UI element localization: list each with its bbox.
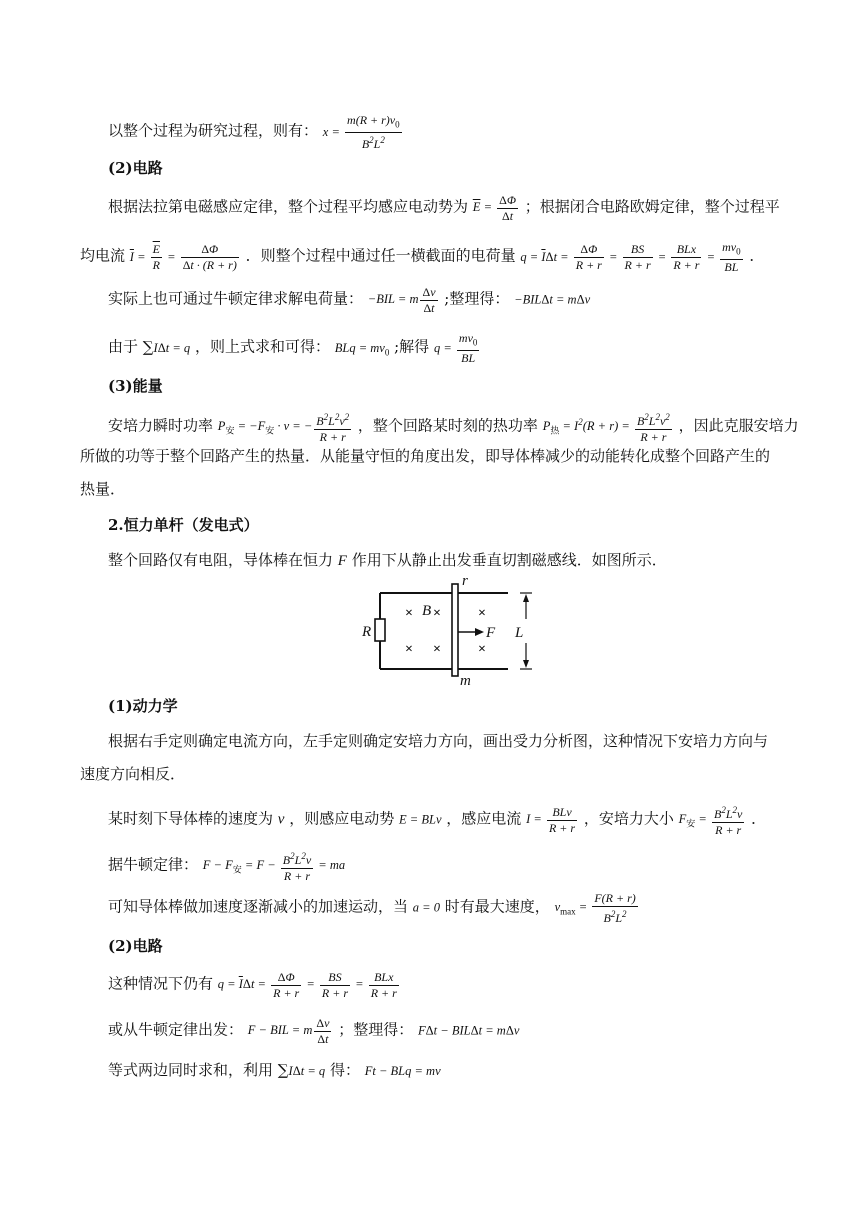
paragraph-total-process: [108, 113, 404, 152]
text: ；整理得：: [338, 1020, 414, 1039]
text: 安培力瞬时功率: [108, 416, 214, 435]
circuit-diagram: [358, 575, 548, 690]
formula-a-zero: a = 0: [412, 900, 440, 915]
paragraph-newton-2: [108, 1016, 519, 1047]
variable-F: F: [337, 553, 347, 569]
conductor-rod: [452, 584, 458, 676]
heading-circuit: (2)电路: [108, 159, 163, 177]
heading-constant-force: 2.恒力单杆（发电式）: [108, 516, 259, 534]
text: 时有最大速度，: [444, 897, 550, 916]
paragraph-max-speed: [108, 891, 640, 926]
text: ．: [751, 809, 767, 828]
paragraph-avg-current: [80, 240, 764, 275]
formula-newton: −BIL = m $\frac{\Delta v}{\Delta t}$: [367, 285, 436, 315]
variable-v: v: [277, 811, 285, 828]
label-F: F: [486, 625, 496, 641]
formula-avg-current: $\overline{I}$ = $\frac{\overline{E}}{R}$ = $\frac{\Delta\Phi}{\Delta t \cdot (R + r)}$: [129, 242, 237, 273]
text: 等式两边同时求和，利用: [108, 1061, 274, 1079]
heading-energy: (3)能量: [108, 377, 163, 395]
formula-heat-power: $P_热 = I^2(R + r)$ = $\frac{B^2L^2v^2}{R + r}$: [542, 412, 670, 444]
heading-circuit-2: (2)电路: [108, 937, 163, 955]
heading-dynamics: (1)动力学: [108, 697, 178, 715]
resistor-R: [375, 619, 385, 641]
formula-ampere-force: $F_安$ = $\frac{B^2L^2v}{R + r}$: [678, 805, 743, 837]
text: ；根据闭合电路欧姆定律，整个过程平: [524, 197, 780, 216]
cross-mark: ×: [478, 606, 486, 621]
label-m: m: [460, 673, 471, 689]
text: 据牛顿定律：: [108, 855, 199, 874]
force-arrow: [475, 628, 484, 636]
paragraph-newton: [108, 849, 345, 884]
formula-rearranged-2: FΔt − BILΔt = mΔv: [417, 1023, 520, 1038]
text: 整个回路仅有电阻，导体棒在恒力: [108, 551, 334, 569]
formula-current: I = $\frac{\text{BLv}}{R + r}$: [526, 805, 576, 835]
text: 均电流: [80, 246, 126, 265]
paragraph-velocity: [108, 803, 766, 838]
text: 由于: [108, 337, 139, 356]
text: ．: [749, 246, 765, 265]
label-r: r: [462, 575, 468, 589]
text: 某时刻下导体棒的速度为: [108, 809, 274, 828]
paragraph-faraday: [108, 193, 780, 224]
text: 可知导体棒做加速度逐渐减小的加速运动，当: [108, 897, 409, 916]
formula-newton-second: $F - F_安 = F$ − $\frac{B^2L^2v}{R + r}$ = ma: [202, 851, 346, 883]
text: 以整个过程为研究过程，则有：: [108, 121, 319, 140]
cross-mark: ×: [405, 606, 413, 621]
paragraph-rules-cont: 速度方向相反．: [80, 765, 186, 783]
paragraph-power: [108, 410, 799, 445]
formula-q: q = $\frac{mv_0}{BL}$: [433, 331, 478, 366]
formula-ampere-power: $P_安 = -F_安 \cdot v$ = − $\frac{B^2L^2v^2}{R + r}$: [217, 412, 350, 444]
formula-newton-2: F − BIL = m $\frac{\Delta v}{\Delta t}$: [247, 1016, 330, 1046]
paragraph-rules: 根据右手定则确定电流方向，左手定则确定安培力方向，画出受力分析图，这种情况下安培力方向与: [108, 732, 769, 750]
formula-vmax: $v_{max}$ = $\frac{F(R + r)}{B^2L^2}$: [554, 891, 636, 925]
paragraph-charge-again: [108, 970, 401, 1001]
formula-charge: $q = \overline{I}\Delta t$ = $\frac{\Delta\Phi}{R + r}$ = $\frac{BS}{R + r}$ = $\frac{\text{BLx}}{R + r}$ = $\frac{mv_0}{BL}$: [520, 240, 741, 275]
formula-emf: E = BLv: [399, 812, 442, 827]
formula-sum-q: ∑IΔt = q: [142, 337, 191, 356]
text: ，则感应电动势: [289, 809, 395, 828]
formula-avg-emf: $\overline{E}$ = $\frac{\Delta\Phi}{\Delta t}$: [472, 193, 516, 223]
text: ，安培力大小: [583, 809, 674, 828]
cross-mark: ×: [405, 642, 413, 657]
text: 根据法拉第电磁感应定律，整个过程平均感应电动势为: [108, 197, 469, 216]
text: 这种情况下仍有: [108, 974, 214, 993]
paragraph-sum: [108, 331, 481, 366]
paragraph-setup: [108, 550, 667, 571]
text: 得：: [329, 1061, 360, 1079]
formula-rearranged: −BILΔt = mΔv: [514, 292, 591, 307]
paragraph-newton-charge: [108, 285, 590, 316]
formula-x: x = $\frac{m(R + r)v_0}{B^2L^2}$: [322, 113, 400, 152]
cross-mark: ×: [433, 642, 441, 657]
cross-mark: ×: [433, 606, 441, 621]
paragraph-sum-2: [108, 1060, 441, 1081]
paragraph-energy-cont: 所做的功等于整个回路产生的热量．从能量守恒的角度出发，即导体棒减少的动能转化成整个回路产生的: [80, 447, 771, 465]
label-B: B: [422, 603, 432, 619]
formula-sum-q-2: ∑IΔt = q: [277, 1061, 326, 1079]
text: ，整个回路某时刻的热功率: [357, 416, 538, 435]
formula-blq: BLq = $mv_0$: [334, 340, 390, 358]
text: 或从牛顿定律出发：: [108, 1020, 244, 1039]
label-R: R: [362, 624, 372, 640]
formula-impulse: Ft − BLq = mv: [364, 1064, 441, 1078]
text: ．则整个过程中通过任一横截面的电荷量: [245, 246, 516, 265]
text: 实际上也可通过牛顿定律求解电荷量：: [108, 289, 364, 308]
text: ;整理得：: [444, 289, 510, 308]
formula-charge-2: $q = \overline{I}\Delta t$ = $\frac{\Delta\Phi}{R + r}$ = $\frac{BS}{R + r}$ = $\frac{\text{BLx}}{R + r}$: [217, 970, 397, 1000]
paragraph-energy-end: 热量．: [80, 480, 126, 498]
text: 作用下从静止出发垂直切割磁感线．如图所示．: [351, 551, 667, 569]
cross-mark: ×: [478, 642, 486, 657]
label-L: L: [515, 625, 524, 641]
text: ;解得: [394, 337, 430, 356]
text: ，则上式求和可得：: [194, 337, 330, 356]
text: ，感应电流: [446, 809, 522, 828]
text: ，因此克服安培力: [678, 416, 799, 435]
